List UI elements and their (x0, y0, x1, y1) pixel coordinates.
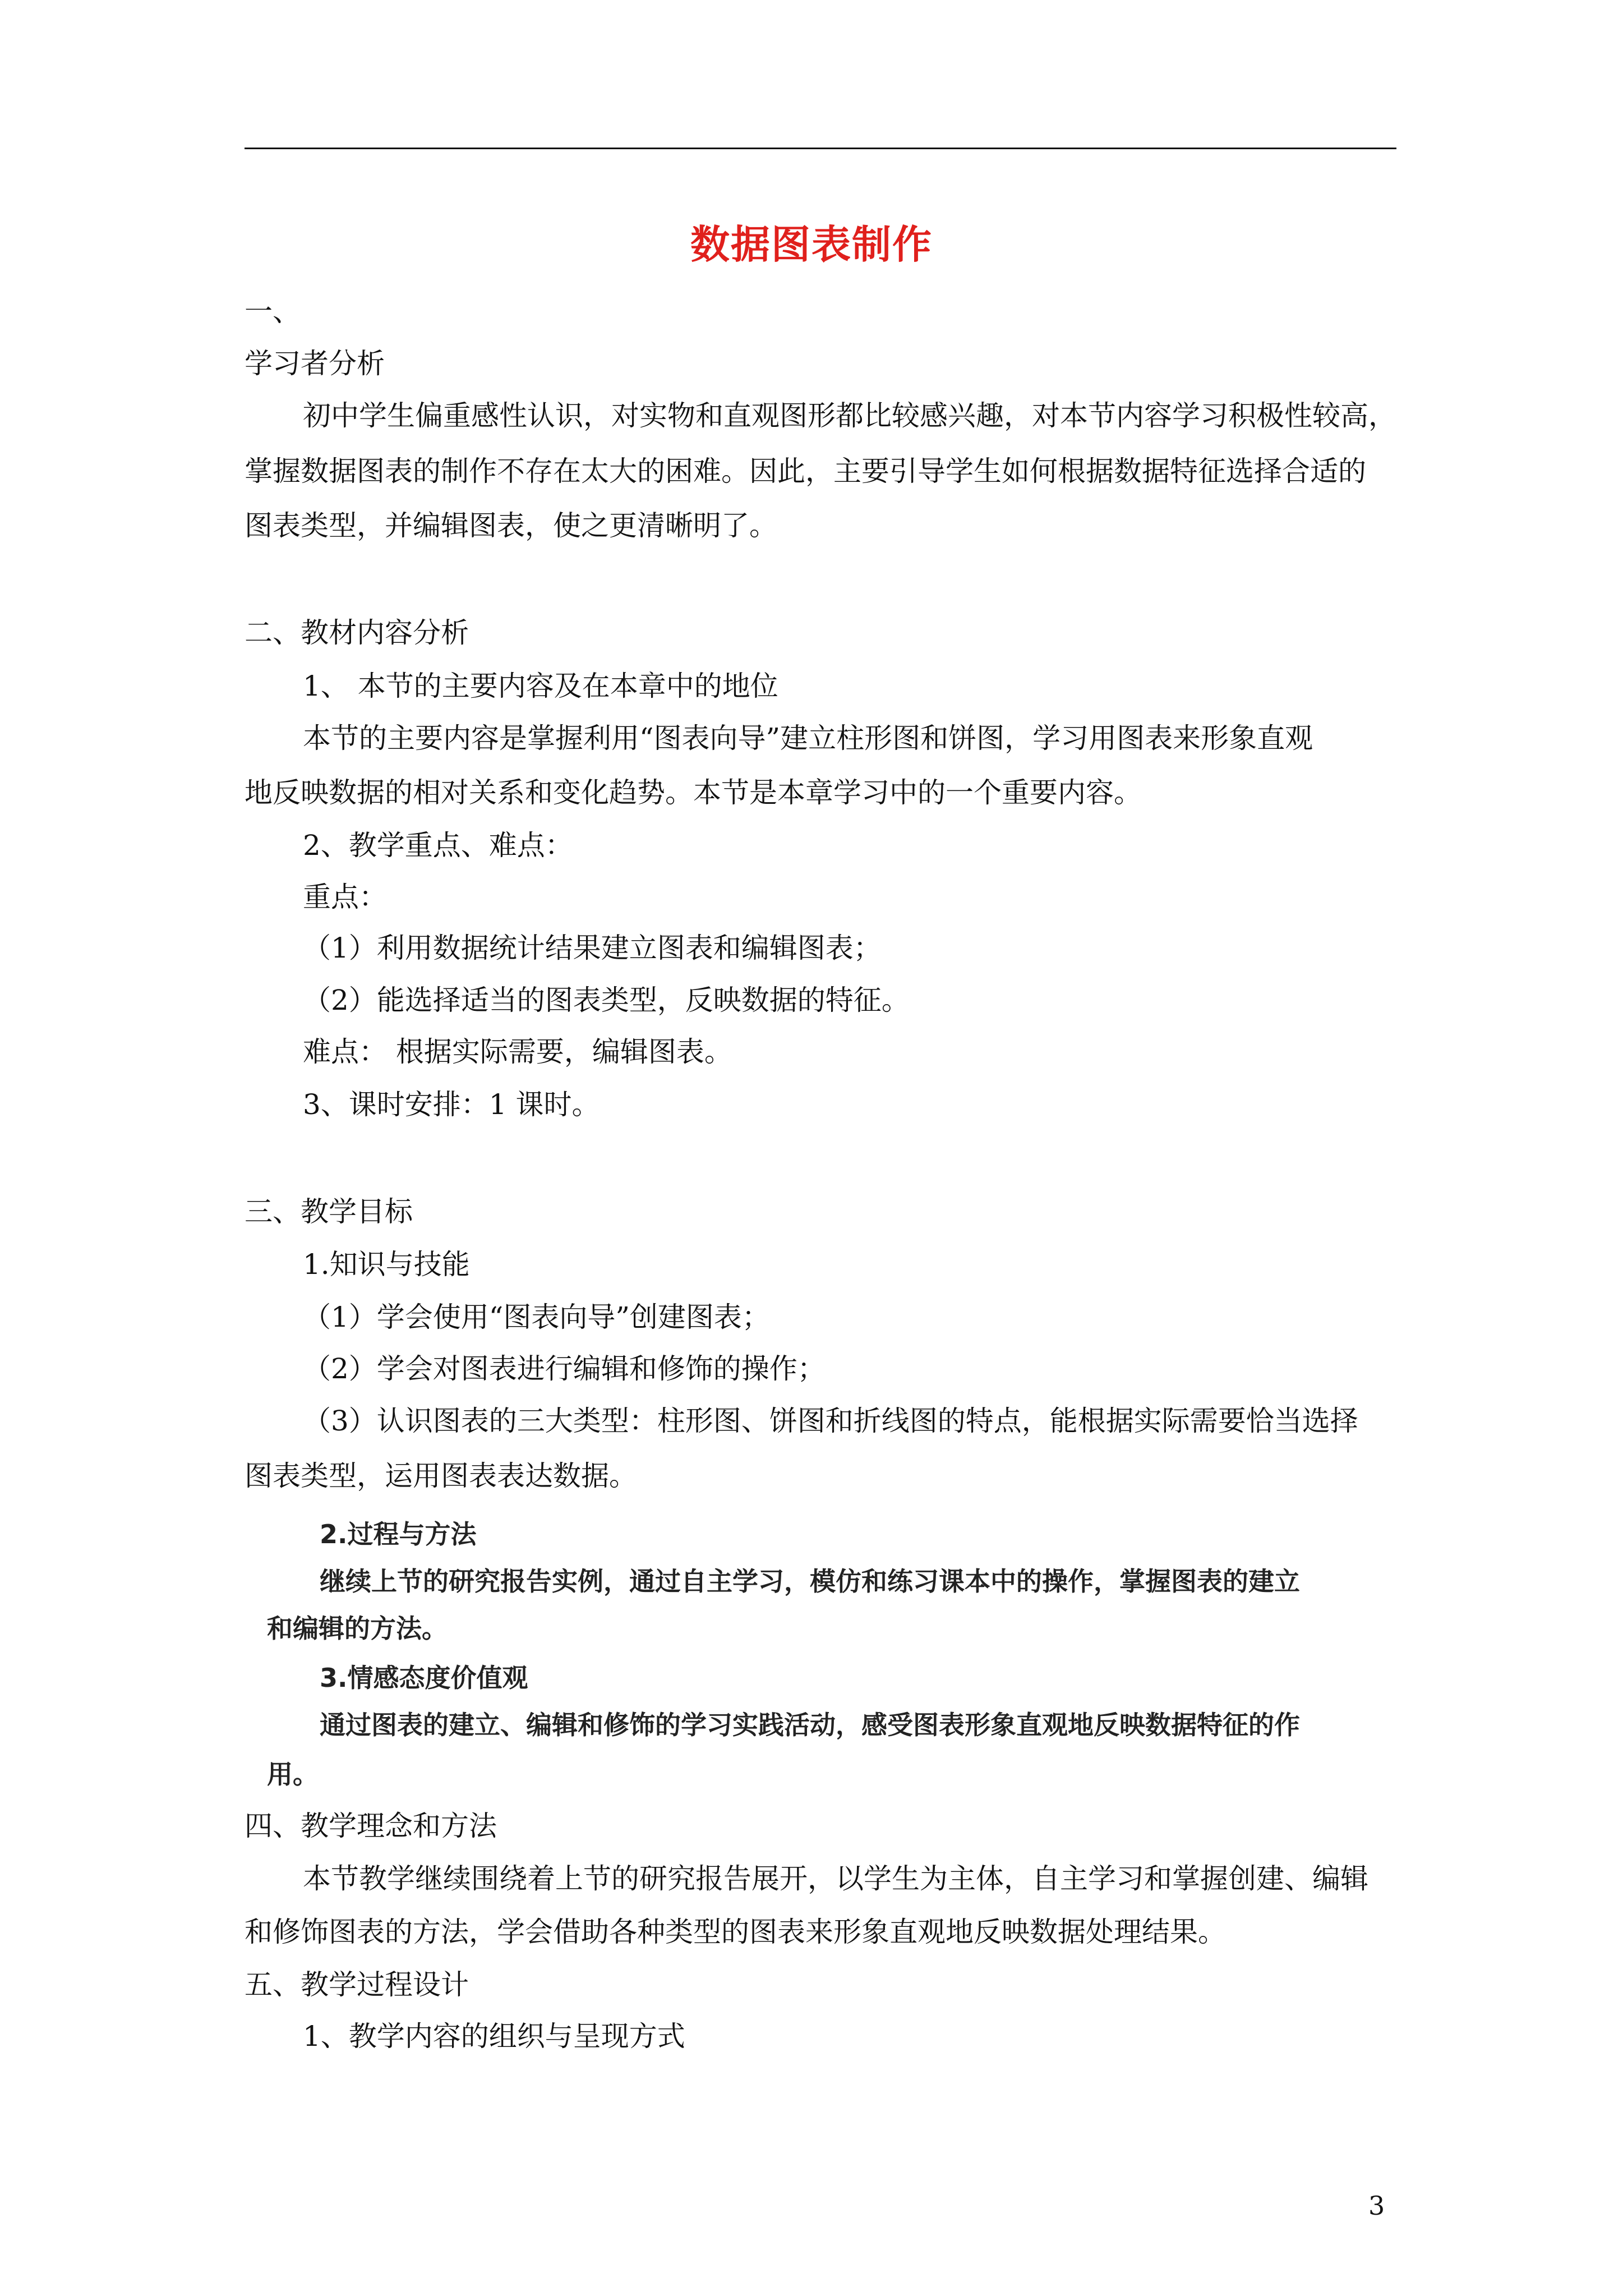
paragraph-line: 用。 (267, 1759, 319, 1789)
paragraph-line: 本节教学继续围绕着上节的研究报告展开，以学生为主体，自主学习和掌握创建、编辑 (303, 1862, 1368, 1895)
page-number: 3 (1368, 2191, 1385, 2221)
section-1-title: 学习者分析 (245, 347, 385, 380)
paragraph-line: 图表类型，并编辑图表，使之更清晰明了。 (245, 509, 777, 542)
section-4-title: 四、教学理念和方法 (245, 1810, 497, 1842)
list-item: （3）认识图表的三大类型：柱形图、饼图和折线图的特点，能根据实际需要恰当选择 (303, 1405, 1358, 1437)
paragraph-line: 本节的主要内容是掌握利用“图表向导”建立柱形图和饼图，学习用图表来形象直观 (303, 722, 1313, 754)
list-item: 2、教学重点、难点： (303, 829, 573, 862)
section-3-title: 三、教学目标 (245, 1195, 413, 1228)
section-5-title: 五、教学过程设计 (245, 1968, 469, 2001)
list-item: 1、教学内容的组织与呈现方式 (303, 2020, 685, 2053)
list-item: （1）学会使用“图表向导”创建图表； (303, 1301, 770, 1333)
label-key-points: 重点： (303, 881, 387, 913)
list-item: （2）能选择适当的图表类型，反映数据的特征。 (303, 984, 910, 1016)
label-difficulty: 难点： 根据实际需要，编辑图表。 (303, 1036, 732, 1068)
paragraph-line: 掌握数据图表的制作不存在太大的困难。因此，主要引导学生如何根据数据特征选择合适的 (245, 455, 1366, 487)
paragraph-line: 通过图表的建立、编辑和修饰的学习实践活动，感受图表形象直观地反映数据特征的作 (320, 1710, 1300, 1740)
section-2-title: 二、教材内容分析 (245, 616, 469, 649)
list-item: 1、 本节的主要内容及在本章中的地位 (303, 670, 778, 702)
list-item: 3、课时安排：1 课时。 (303, 1088, 600, 1121)
list-item: （2）学会对图表进行编辑和修饰的操作； (303, 1352, 826, 1385)
paragraph-line: 和修饰图表的方法，学会借助各种类型的图表来形象直观地反映数据处理结果。 (245, 1916, 1226, 1948)
list-item: 2.过程与方法 (320, 1519, 477, 1549)
paragraph-line: 和编辑的方法。 (267, 1613, 448, 1644)
list-item: （1）利用数据统计结果建立图表和编辑图表； (303, 932, 882, 964)
page-title: 数据图表制作 (690, 221, 933, 268)
list-item: 1.知识与技能 (303, 1248, 470, 1281)
paragraph-line: 图表类型，运用图表表达数据。 (245, 1460, 637, 1492)
paragraph-line: 初中学生偏重感性认识，对实物和直观图形都比较感兴趣，对本节内容学习积极性较高， (303, 399, 1396, 432)
header-rule (245, 148, 1396, 149)
list-item: 3.情感态度价值观 (320, 1663, 528, 1693)
paragraph-line: 地反映数据的相对关系和变化趋势。本节是本章学习中的一个重要内容。 (245, 776, 1142, 809)
paragraph-line: 继续上节的研究报告实例，通过自主学习，模仿和练习课本中的操作，掌握图表的建立 (320, 1566, 1300, 1596)
section-1-number: 一、 (245, 295, 301, 328)
